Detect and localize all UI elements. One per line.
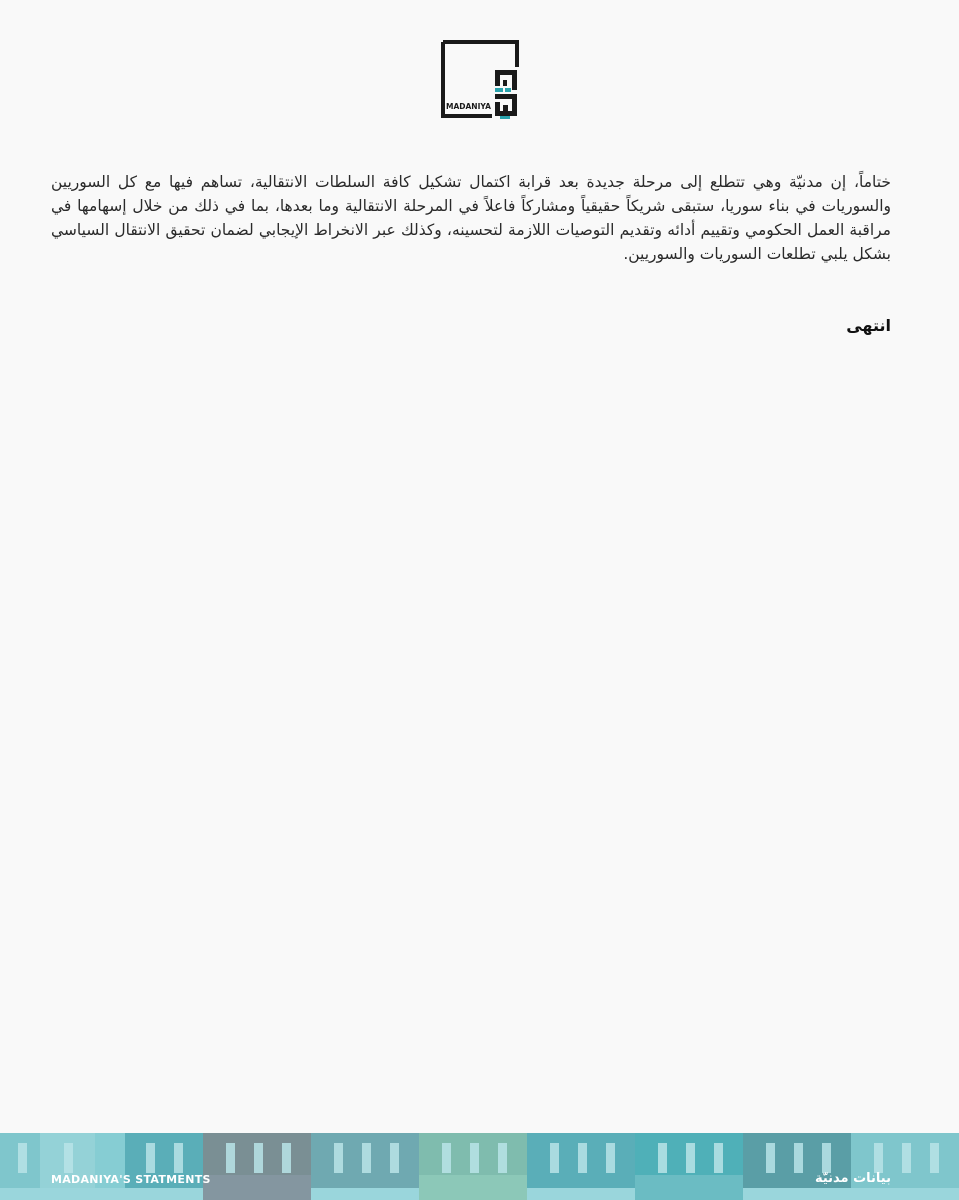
footer-pattern: [0, 1133, 959, 1200]
logo-wordmark: MADANIYA: [446, 102, 491, 111]
end-mark: انتهى: [846, 316, 891, 335]
footer-band: [0, 1133, 959, 1200]
statement-paragraph: ختاماً، إن مدنيّة وهي تتطلع إلى مرحلة جديدة بعد قرابة اكتمال تشكيل كافة السلطات الانتقالية، تساهم فيها مع كل السوريين والسوريات في بناء سوريا، ستبقى شريكاً حقيقياً ومشاركاً فاعلاً في المرحلة الانتقالية وما بعدها، بما في ذلك من خلال إسهامها في مراقبة العمل الحكومي وتقييم أدائه وتقديم التوصيات اللازمة لتحسينه، وكذلك عبر الانخراط الإيجابي لضمان تحقيق الانتقال السياسي بشكل يلبي تطلعات السوريات والسوريين.: [51, 173, 891, 263]
footer-statements-label: MADANIYA'S STATMENTS: [51, 1173, 211, 1186]
footer-statements-label-arabic: بيانات مدنيّة: [814, 1171, 891, 1186]
madaniya-logo: [440, 39, 520, 119]
madaniya-logo-icon: [440, 39, 520, 119]
